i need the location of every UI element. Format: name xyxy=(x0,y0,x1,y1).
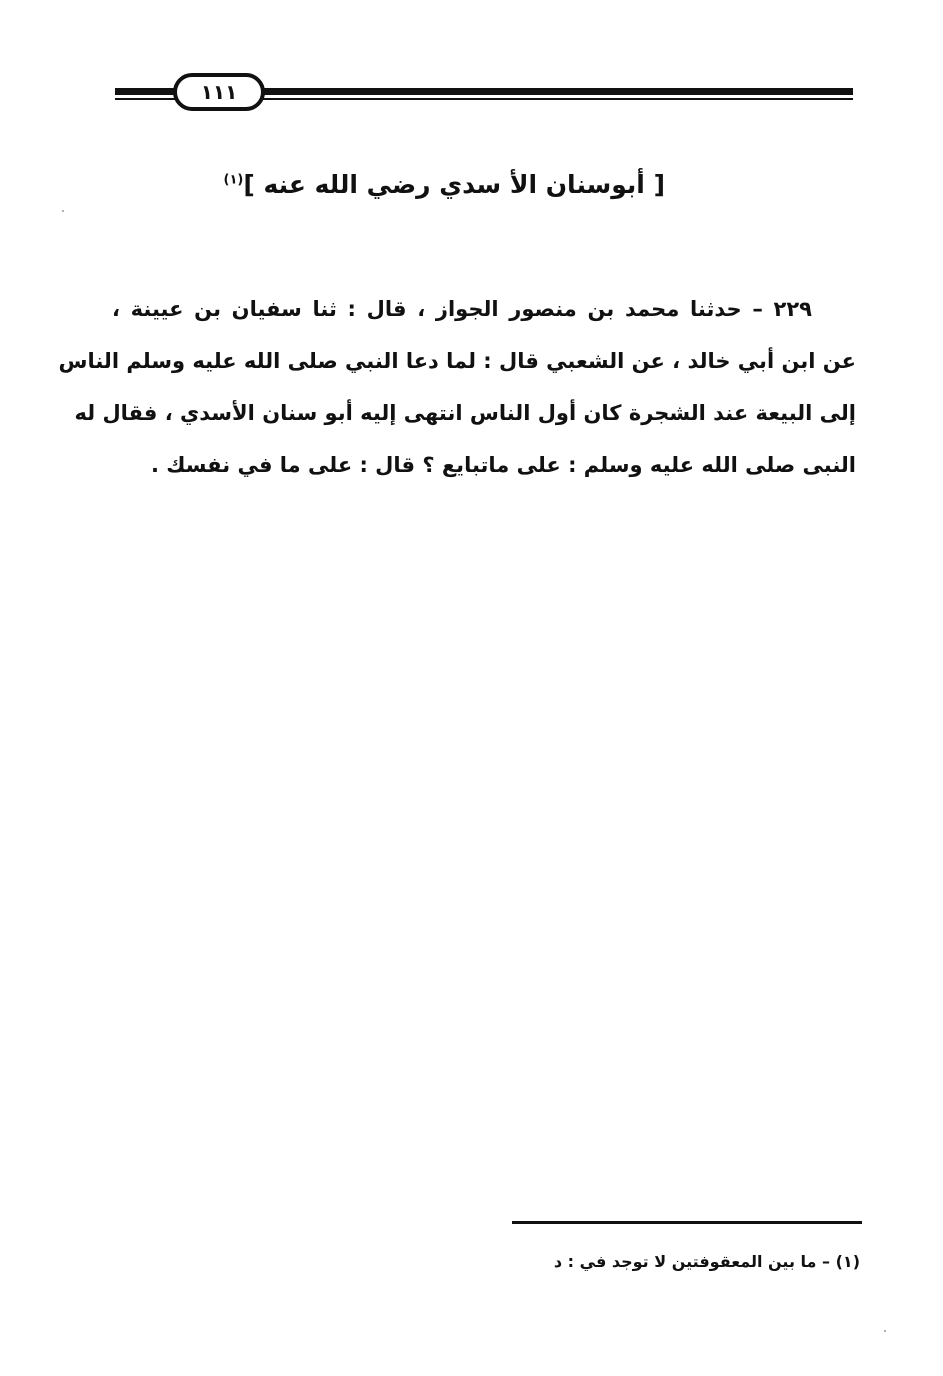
page-header xyxy=(115,80,853,106)
page-number: ١١١ xyxy=(173,73,265,111)
footnote xyxy=(400,1252,860,1271)
paragraph-line-1: ٢٢٩ – حدثنا محمد بن منصور الجواز ، قال : ثنا سفيان بن عيينة ، xyxy=(112,297,812,321)
footnote-separator xyxy=(512,1221,862,1224)
section-title-text: [ أبوسنان الأ سدي رضي الله عنه ] xyxy=(243,170,665,199)
footnote-marker: (١) – xyxy=(822,1252,860,1271)
scan-speck xyxy=(884,1330,886,1332)
hadith-paragraph xyxy=(58,283,856,491)
paragraph-line-3: إلى البيعة عند الشجرة كان أول الناس انتهى إليه أبو سنان الأسدي ، فقال له xyxy=(74,401,856,425)
section-title xyxy=(100,170,665,199)
scan-speck xyxy=(62,210,64,212)
paragraph-line-4: النبى صلى الله عليه وسلم : على ماتبايع ؟ قال : على ما في نفسك . xyxy=(150,453,856,477)
title-footnote-marker: (١) xyxy=(223,172,244,188)
paragraph-line-2: عن ابن أبي خالد ، عن الشعبي قال : لما دعا النبي صلى الله عليه وسلم الناس xyxy=(58,349,856,373)
footnote-text: ما بين المعقوفتين لا توجد في : د xyxy=(553,1252,817,1271)
